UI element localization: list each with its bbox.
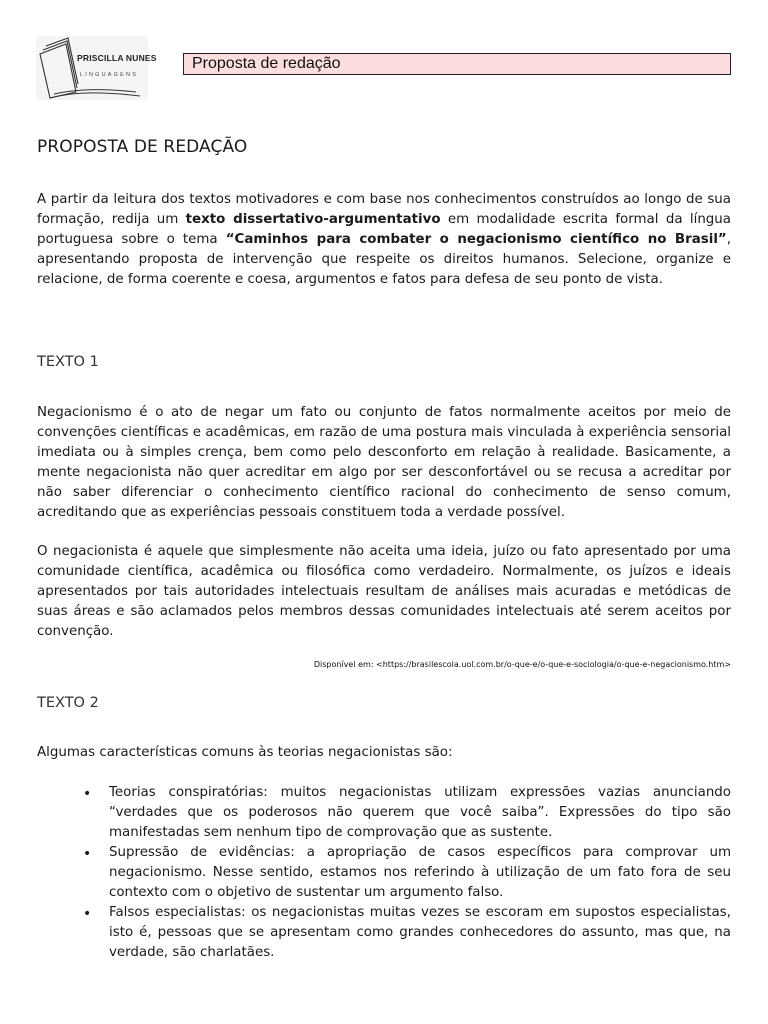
bullet-icon: • [83, 846, 92, 862]
texto1-paragraph-1: Negacionismo é o ato de negar um fato ou conjunto de fatos normalmente aceitos por meio de convenções científicas e acadêmicas, em razão de uma postura mais vinculada à experiência sensorial imediata ou à simples crença, bem como pelo desconforto em relação à realidade. Basicamente, a mente negacionista não quer acreditar em algo por ser desconfortável ou se recusa a acreditar por não saber diferenciar o conhecimento científico racional do conhecimento de senso comum, acreditando que as experiências pessoais constituem toda a verdade possível. [37, 405, 731, 520]
logo-name: PRISCILLA NUNES [77, 53, 157, 63]
list-item-text: Supressão de evidências: a apropriação de casos específicos para comprovar um negacionismo. Nesse sentido, estamos nos referindo à utilização de um fato fora de seu contexto com o objetivo de sustentar um argumento falso. [109, 845, 731, 900]
list-item [37, 843, 731, 903]
source-citation: Disponível em: <https://brasilescola.uol.com.br/o-que-e/o-que-e-sociologia/o-que-e-negacionismo.htm> [313, 660, 731, 669]
characteristics-list [37, 783, 731, 963]
intro-paragraph [37, 190, 731, 290]
list-item [37, 903, 731, 963]
intro-bold-1: texto dissertativo-argumentativo [185, 212, 441, 227]
intro-text-3: , apresentando proposta de intervenção que respeite os direitos humanos. Selecione, organize e relacione, de forma coerente e coesa, argumentos e fatos para defesa de seu ponto de vista. [37, 232, 731, 287]
book-icon [36, 36, 148, 100]
page-title: PROPOSTA DE REDAÇÃO [37, 137, 248, 157]
header-banner [183, 53, 731, 75]
list-item [37, 783, 731, 843]
list-item-text: Falsos especialistas: os negacionistas muitas vezes se escoram em supostos especialistas, isto é, pessoas que se apresentam como grandes conhecedores do assunto, mas que, na verdade, são charlatães. [109, 905, 731, 960]
brand-logo [36, 36, 157, 100]
list-item-text: Teorias conspiratórias: muitos negacionistas utilizam expressões vazias anunciando “verdades que os poderosos não querem que você saiba”. Expressões do tipo são manifestadas sem nenhum tipo de comprovação que as sustente. [109, 785, 731, 840]
header-title: Proposta de redação [192, 55, 341, 72]
texto1-heading: TEXTO 1 [37, 354, 99, 370]
intro-text-1: A partir da leitura dos textos motivadores e com base nos conhecimentos construídos ao longo de sua formação, redija um [37, 192, 731, 227]
texto1-paragraph-2: O negacionista é aquele que simplesmente não aceita uma ideia, juízo ou fato apresentado por uma comunidade científica, acadêmica ou filosófica como verdadeiro. Normalmente, os juízos e ideais apresentados por tais autoridades intelectuais resultam de análises mais acuradas e metódicas de suas áreas e são aclamados pelos membros dessas comunidades intelectuais até serem aceitos por convenção. [37, 544, 731, 639]
logo-subtitle: LINGUAGENS [80, 72, 139, 78]
bullet-icon: • [83, 786, 92, 802]
texto2-intro: Algumas características comuns às teorias negacionistas são: [37, 745, 453, 760]
bullet-icon: • [83, 906, 92, 922]
texto2-heading: TEXTO 2 [37, 695, 99, 711]
intro-bold-2: “Caminhos para combater o negacionismo científico no Brasil” [225, 232, 727, 247]
intro-text-2: em modalidade escrita formal da língua portuguesa sobre o tema [37, 212, 732, 247]
